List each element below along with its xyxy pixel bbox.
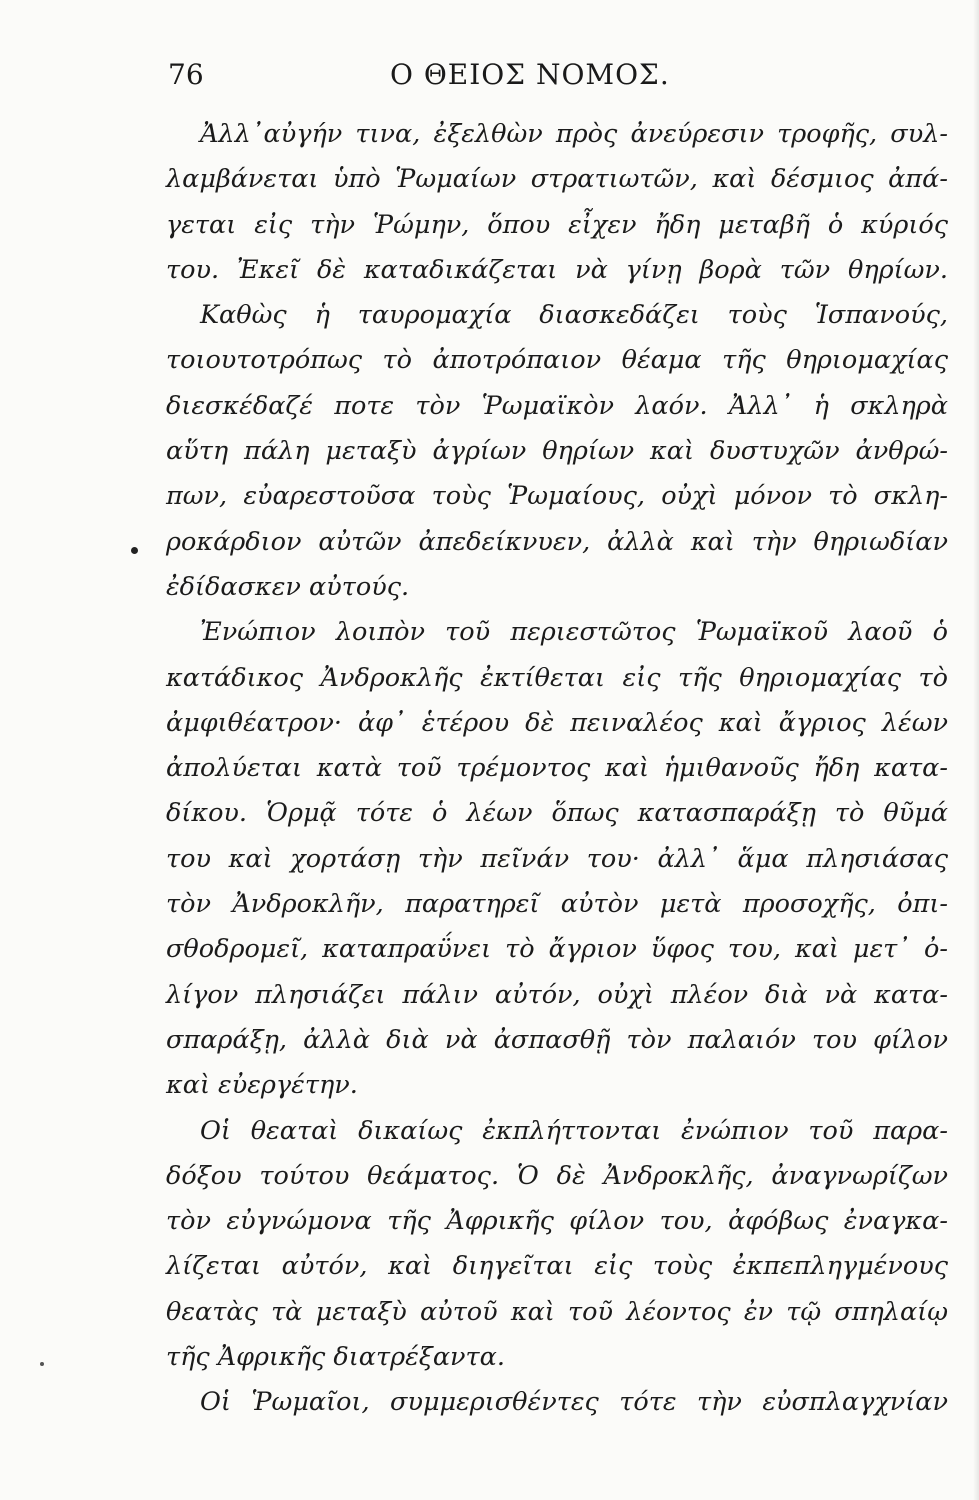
text-line: λίζεται αὐτόν, καὶ διηγεῖται εἰς τοὺς ἐκπεπληγμένους (166, 1251, 948, 1282)
text-line: Καθὼς ἡ ταυρομαχία διασκεδάζει τοὺς Ἱσπανούς, (200, 300, 948, 331)
page-number: 76 (168, 58, 204, 91)
margin-mark (131, 547, 138, 554)
text-line: δίκου. Ὁρμᾷ τότε ὁ λέων ὅπως κατασπαράξῃ τὸ θῦμά (166, 798, 948, 829)
text-line: ροκάρδιον αὐτῶν ἀπεδείκνυεν, ἀλλὰ καὶ τὴν θηριωδίαν (166, 526, 948, 557)
running-title: Ο ΘΕΙΟΣ ΝΟΜΟΣ. (390, 58, 670, 91)
body-text (166, 112, 948, 1426)
margin-mark (40, 1362, 44, 1366)
text-line: του καὶ χορτάσῃ τὴν πεῖνάν του· ἀλλ᾽ ἅμα πλησιάσας (166, 843, 948, 874)
text-line: ἀπολύεται κατὰ τοῦ τρέμοντος καὶ ἡμιθανοῦς ἤδη κατα- (166, 753, 948, 784)
text-line: Οἱ Ῥωμαῖοι, συμμερισθέντες τότε τὴν εὐσπλαγχνίαν (200, 1387, 948, 1418)
text-line: καὶ εὐεργέτην. (166, 1070, 358, 1101)
text-line: διεσκέδαζέ ποτε τὸν Ῥωμαϊκὸν λαόν. Ἀλλ᾽ ἡ σκληρὰ (166, 390, 948, 421)
text-line: ἀμφιθέατρον· ἀφ᾽ ἑτέρου δὲ πειναλέος καὶ ἄγριος λέων (166, 707, 948, 738)
text-line: ἐδίδασκεν αὐτούς. (166, 571, 410, 602)
text-line: τῆς Ἀφρικῆς διατρέξαντα. (166, 1342, 505, 1373)
text-line: κατάδικος Ἀνδροκλῆς ἐκτίθεται εἰς τῆς θηριομαχίας τὸ (166, 662, 948, 693)
text-line: γεται εἰς τὴν Ῥώμην, ὅπου εἶχεν ἤδη μεταβῆ ὁ κύριός (166, 209, 948, 240)
text-line: τὸν Ἀνδροκλῆν, παρατηρεῖ αὐτὸν μετὰ προσοχῆς, ὀπι- (166, 889, 948, 920)
page-header (168, 58, 939, 102)
text-line: αὕτη πάλη μεταξὺ ἀγρίων θηρίων καὶ δυστυχῶν ἀνθρώ- (166, 436, 948, 467)
text-line: τὸν εὐγνώμονα τῆς Ἀφρικῆς φίλον του, ἀφόβως ἐναγκα- (166, 1206, 948, 1237)
text-line: Ἐνώπιον λοιπὸν τοῦ περιεστῶτος Ῥωμαϊκοῦ λαοῦ ὁ (200, 617, 948, 648)
text-line: λίγον πλησιάζει πάλιν αὐτόν, οὐχὶ πλέον διὰ νὰ κατα- (166, 979, 948, 1010)
text-line: τοιουτοτρόπως τὸ ἀποτρόπαιον θέαμα τῆς θηριομαχίας (166, 345, 948, 376)
text-line: δόξου τούτου θεάματος. Ὁ δὲ Ἀνδροκλῆς, ἀναγνωρίζων (166, 1160, 948, 1191)
text-line: σπαράξῃ, ἀλλὰ διὰ νὰ ἀσπασθῇ τὸν παλαιόν του φίλον (166, 1024, 948, 1055)
text-line: λαμβάνεται ὑπὸ Ῥωμαίων στρατιωτῶν, καὶ δέσμιος ἀπά- (166, 164, 948, 195)
text-line: πων, εὐαρεστοῦσα τοὺς Ῥωμαίους, οὐχὶ μόνον τὸ σκλη- (166, 481, 948, 512)
text-line: σθοδρομεῖ, καταπραΰνει τὸ ἄγριον ὕφος του, καὶ μετ᾽ ὀ- (166, 934, 948, 965)
text-line: του. Ἐκεῖ δὲ καταδικάζεται νὰ γίνῃ βορὰ τῶν θηρίων. (166, 254, 948, 285)
text-line: Ἀλλ᾽αὐγήν τινα, ἐξελθὼν πρὸς ἀνεύρεσιν τροφῆς, συλ- (200, 119, 948, 149)
scan-edge-shadow (973, 0, 979, 1500)
text-line: θεατὰς τὰ μεταξὺ αὐτοῦ καὶ τοῦ λέοντος ἐν τῷ σπηλαίῳ (166, 1296, 948, 1327)
text-line: Οἱ θεαταὶ δικαίως ἐκπλήττονται ἐνώπιον τοῦ παρα- (200, 1115, 948, 1146)
